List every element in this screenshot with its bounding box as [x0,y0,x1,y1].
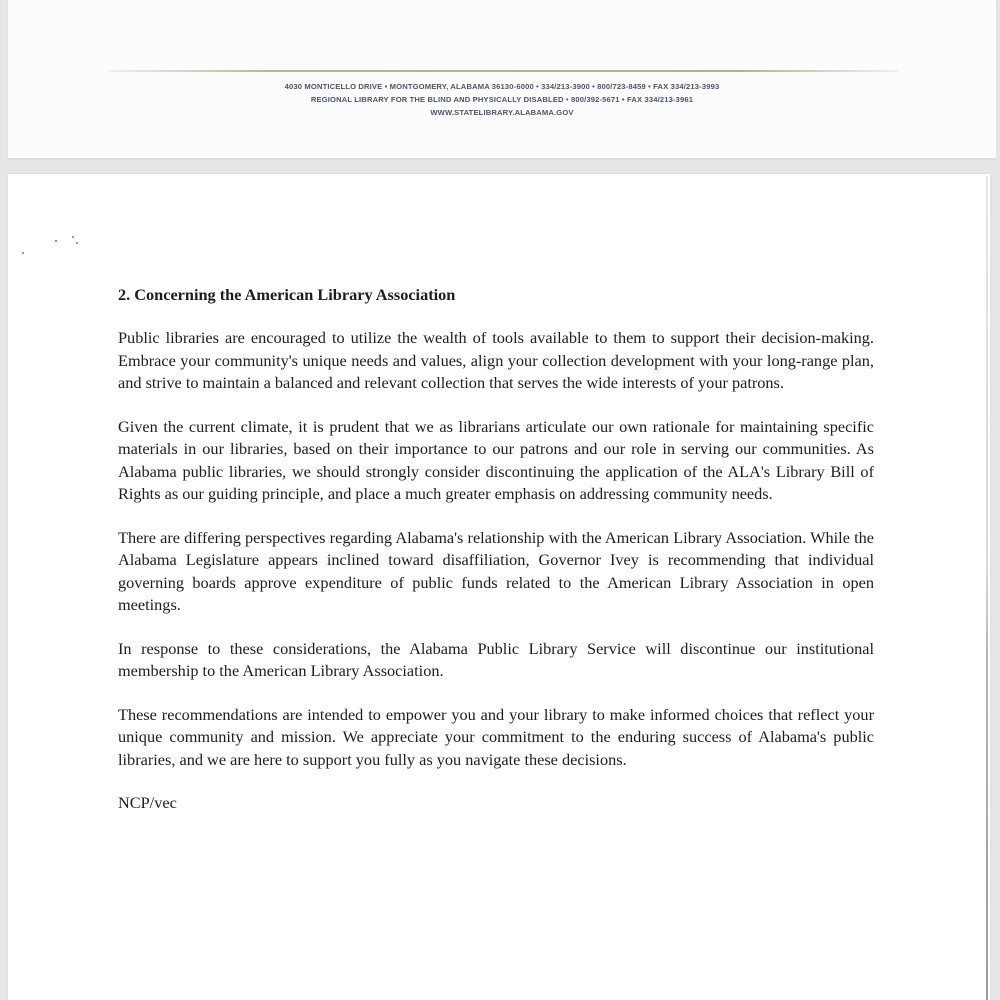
paragraph-recommendations: These recommendations are intended to empower you and your library to make informed choices that reflect your unique community and mission. We appreciate your commitment to the enduring success of Alabama's public libraries, and we are here to support you fully as you navigate these decisions. [118,704,874,769]
paragraph-climate: Given the current climate, it is prudent that we as librarians articulate our own rationale for maintaining specific materials in our libraries, based on their importance to our patrons and our role in serving our communities. As Alabama public libraries, we should strongly consider discontinuing the application of the ALA's Library Bill of Rights as our guiding principle, and place a much greater emphasis on addressing community needs. [118,416,874,503]
scan-speck [72,236,74,238]
paragraph-perspectives: There are differing perspectives regarding Alabama's relationship with the American Library Association. While the Alabama Legislature appears inclined toward disaffiliation, Governor Ivey is recommending that individual governing boards approve expenditure of public funds related to the American Library Association in open meetings. [118,527,874,614]
section-heading: 2. Concerning the American Library Association [118,285,456,304]
letter-body [118,284,874,814]
scan-speck [76,242,78,244]
page-scroll-edge [986,176,988,1000]
paragraph-membership: In response to these considerations, the Alabama Public Library Service will discontinue our institutional membership to the American Library Association. [118,638,874,680]
paragraph-tools: Public libraries are encouraged to utilize the wealth of tools available to them to support their decision-making. Embrace your community's unique needs and values, align your collection development with your long-range plan, and strive to maintain a balanced and relevant collection that serves the wide interests of your patrons. [118,328,874,392]
letterhead-footer [8,80,996,119]
previous-page [8,0,996,158]
footer-regional-line: REGIONAL LIBRARY FOR THE BLIND AND PHYSICALLY DISABLED • 800/392-5671 • FAX 334/213-3961 [310,95,694,104]
footer-address-line: 4030 MONTICELLO DRIVE • MONTGOMERY, ALABAMA 36130-6000 • 334/213-3900 • 800/723-8459 • FAX 334/213-3993 [284,82,720,91]
typist-initials: NCP/vec [118,793,177,812]
scan-speck [22,252,24,254]
footer-website: WWW.STATELIBRARY.ALABAMA.GOV [430,108,574,117]
footer-divider [108,70,898,72]
scan-speck [55,240,57,242]
